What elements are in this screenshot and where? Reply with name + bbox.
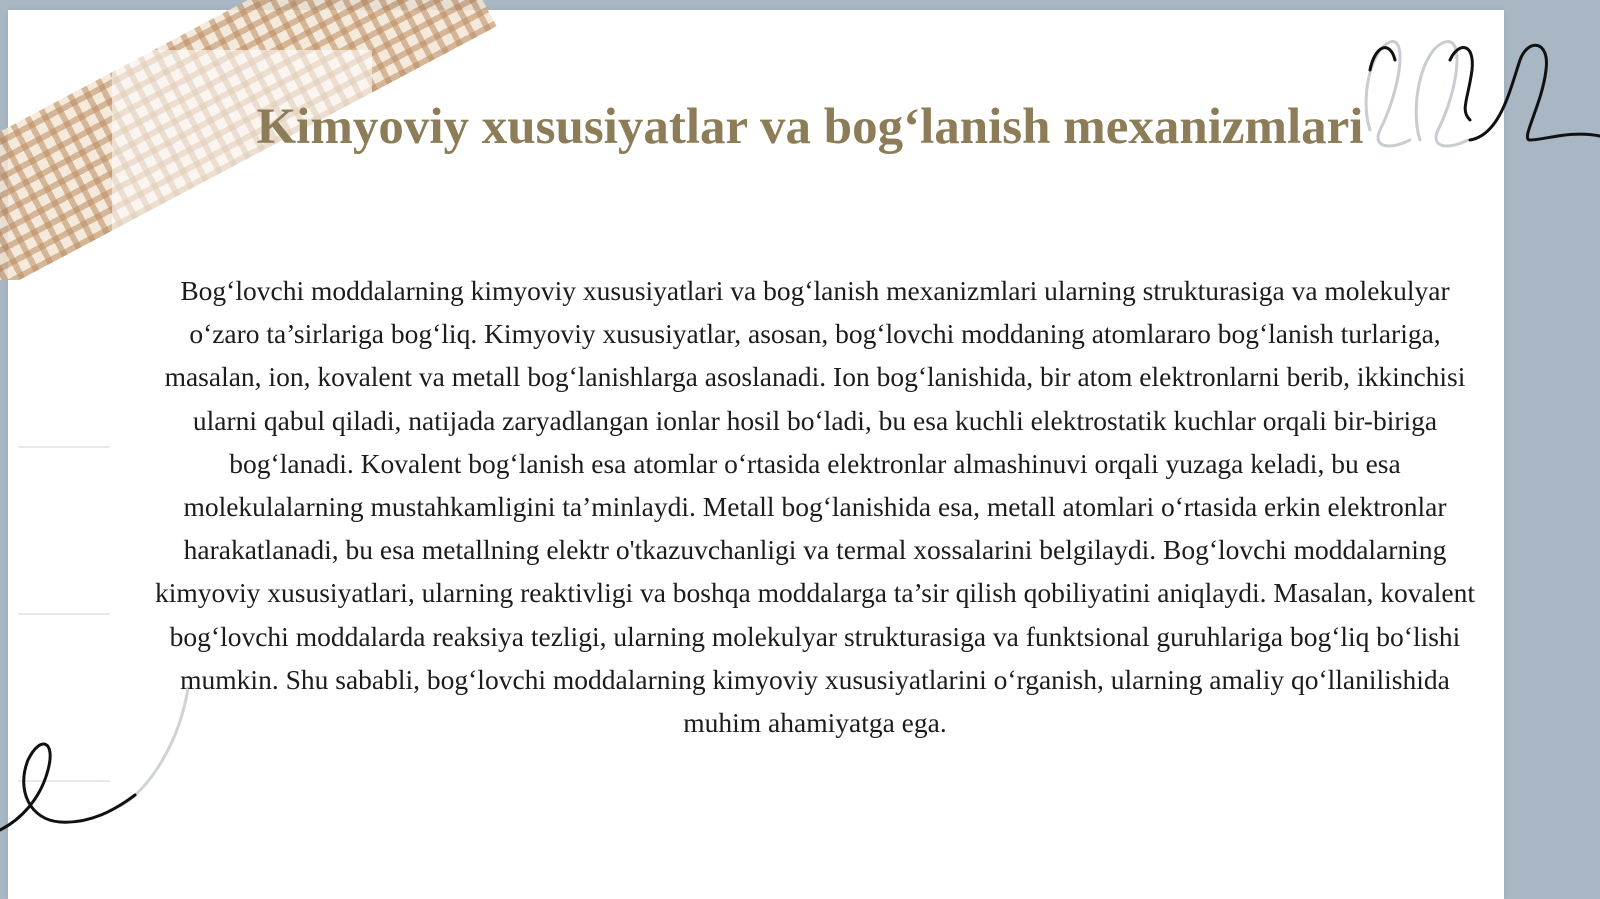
slide-paragraph: Bog‘lovchi moddalarning kimyoviy xususiyatlari va bog‘lanish mexanizmlari ularning strukturasiga va molekulyar o‘zaro ta’sirlariga bog‘liq. Kimyoviy xususiyatlar, asosan, bog‘lovchi moddaning atomlararo bog‘lanish turlariga, masalan, ion, kovalent va metall bog‘lanishlarga asoslanadi. Ion bog‘lanishida, bir atom elektronlarni berib, ikkinchisi ularni qabul qiladi, natijada zaryadlangan ionlar hosil bo‘ladi, bu esa kuchli elektrostatik kuchlar orqali bir-biriga bog‘lanadi. Kovalent bog‘lanish esa atomlar o‘rtasida elektronlar almashinuvi orqali yuzaga keladi, bu esa molekulalarning mustahkamligini ta’minlaydi. Metall bog‘lanishida esa, metall atomlari o‘rtasida erkin elektronlar harakatlanadi, bu esa metallning elektr o'tkazuvchanligi va termal xossalarini belgilaydi. Bog‘lovchi moddalarning kimyoviy xususiyatlari, ularning reaktivligi va boshqa moddalarga ta’sir qilish qobiliyatini aniqlaydi. Masalan, kovalent bog‘lovchi moddalarda reaksiya tezligi, ularning molekulyar strukturasiga va funktsional guruhlariga bog‘liq bo‘lishi mumkin. Shu sababli, bog‘lovchi moddalarning kimyoviy xususiyatlarini o‘rganish, ularning amaliy qo‘llanilishida muhim ahamiyatga ega. xyxy=(154,275,1475,739)
margin-line xyxy=(18,613,110,615)
slide-title: Kimyoviy xususiyatlar va bog‘lanish mexanizmlari xyxy=(256,99,1364,155)
margin-line xyxy=(18,446,110,448)
